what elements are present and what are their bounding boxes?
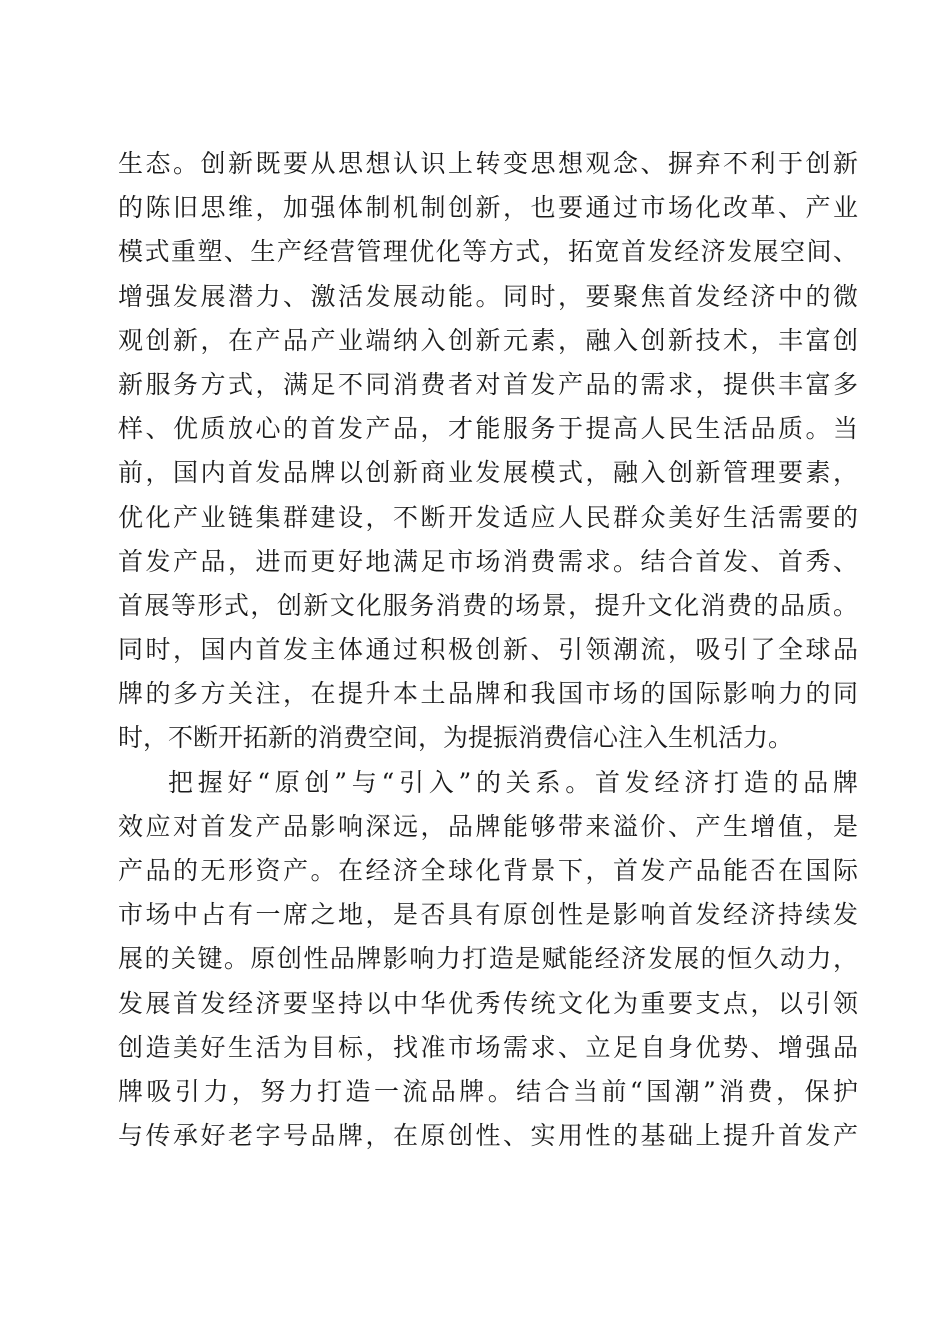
- text-line: 样、优质放心的首发产品，才能服务于提高人民生活品质。当: [118, 414, 858, 444]
- paragraph-first-line: 把握好“原创”与“引入”的关系。首发经济打造的品牌: [168, 767, 858, 797]
- text-line: 优化产业链集群建设，不断开发适应人民群众美好生活需要的: [118, 502, 858, 532]
- text-line: 观创新，在产品产业端纳入创新元素，融入创新技术，丰富创: [118, 325, 858, 355]
- text-line: 展的关键。原创性品牌影响力打造是赋能经济发展的恒久动力，: [118, 944, 858, 974]
- text-line: 时，不断开拓新的消费空间，为提振消费信心注入生机活力。: [118, 723, 794, 753]
- text-line: 的陈旧思维，加强体制机制创新，也要通过市场化改革、产业: [118, 193, 858, 223]
- text-line: 增强发展潜力、激活发展动能。同时，要聚焦首发经济中的微: [118, 281, 858, 311]
- text-line: 牌吸引力，努力打造一流品牌。结合当前“国潮”消费，保护: [118, 1076, 858, 1106]
- text-line: 效应对首发产品影响深远，品牌能够带来溢价、产生增值，是: [118, 811, 858, 841]
- text-line: 新服务方式，满足不同消费者对首发产品的需求，提供丰富多: [118, 369, 858, 399]
- text-line: 牌的多方关注，在提升本土品牌和我国市场的国际影响力的同: [118, 679, 858, 709]
- text-line: 首展等形式，创新文化服务消费的场景，提升文化消费的品质。: [118, 590, 858, 620]
- text-line: 发展首发经济要坚持以中华优秀传统文化为重要支点，以引领: [118, 988, 858, 1018]
- text-line: 生态。创新既要从思想认识上转变思想观念、摒弃不利于创新: [118, 149, 858, 178]
- text-line: 同时，国内首发主体通过积极创新、引领潮流，吸引了全球品: [118, 635, 858, 665]
- text-line: 前，国内首发品牌以创新商业发展模式，融入创新管理要素，: [118, 458, 858, 488]
- text-line: 模式重塑、生产经营管理优化等方式，拓宽首发经济发展空间、: [118, 237, 858, 267]
- text-line: 市场中占有一席之地，是否具有原创性是影响首发经济持续发: [118, 900, 858, 930]
- text-line: 首发产品，进而更好地满足市场消费需求。结合首发、首秀、: [118, 546, 858, 576]
- text-line: 创造美好生活为目标，找准市场需求、立足自身优势、增强品: [118, 1032, 858, 1062]
- text-line: 产品的无形资产。在经济全球化背景下，首发产品能否在国际: [118, 856, 858, 885]
- text-line: 与传承好老字号品牌，在原创性、实用性的基础上提升首发产: [118, 1121, 858, 1151]
- body-text: [118, 142, 858, 1158]
